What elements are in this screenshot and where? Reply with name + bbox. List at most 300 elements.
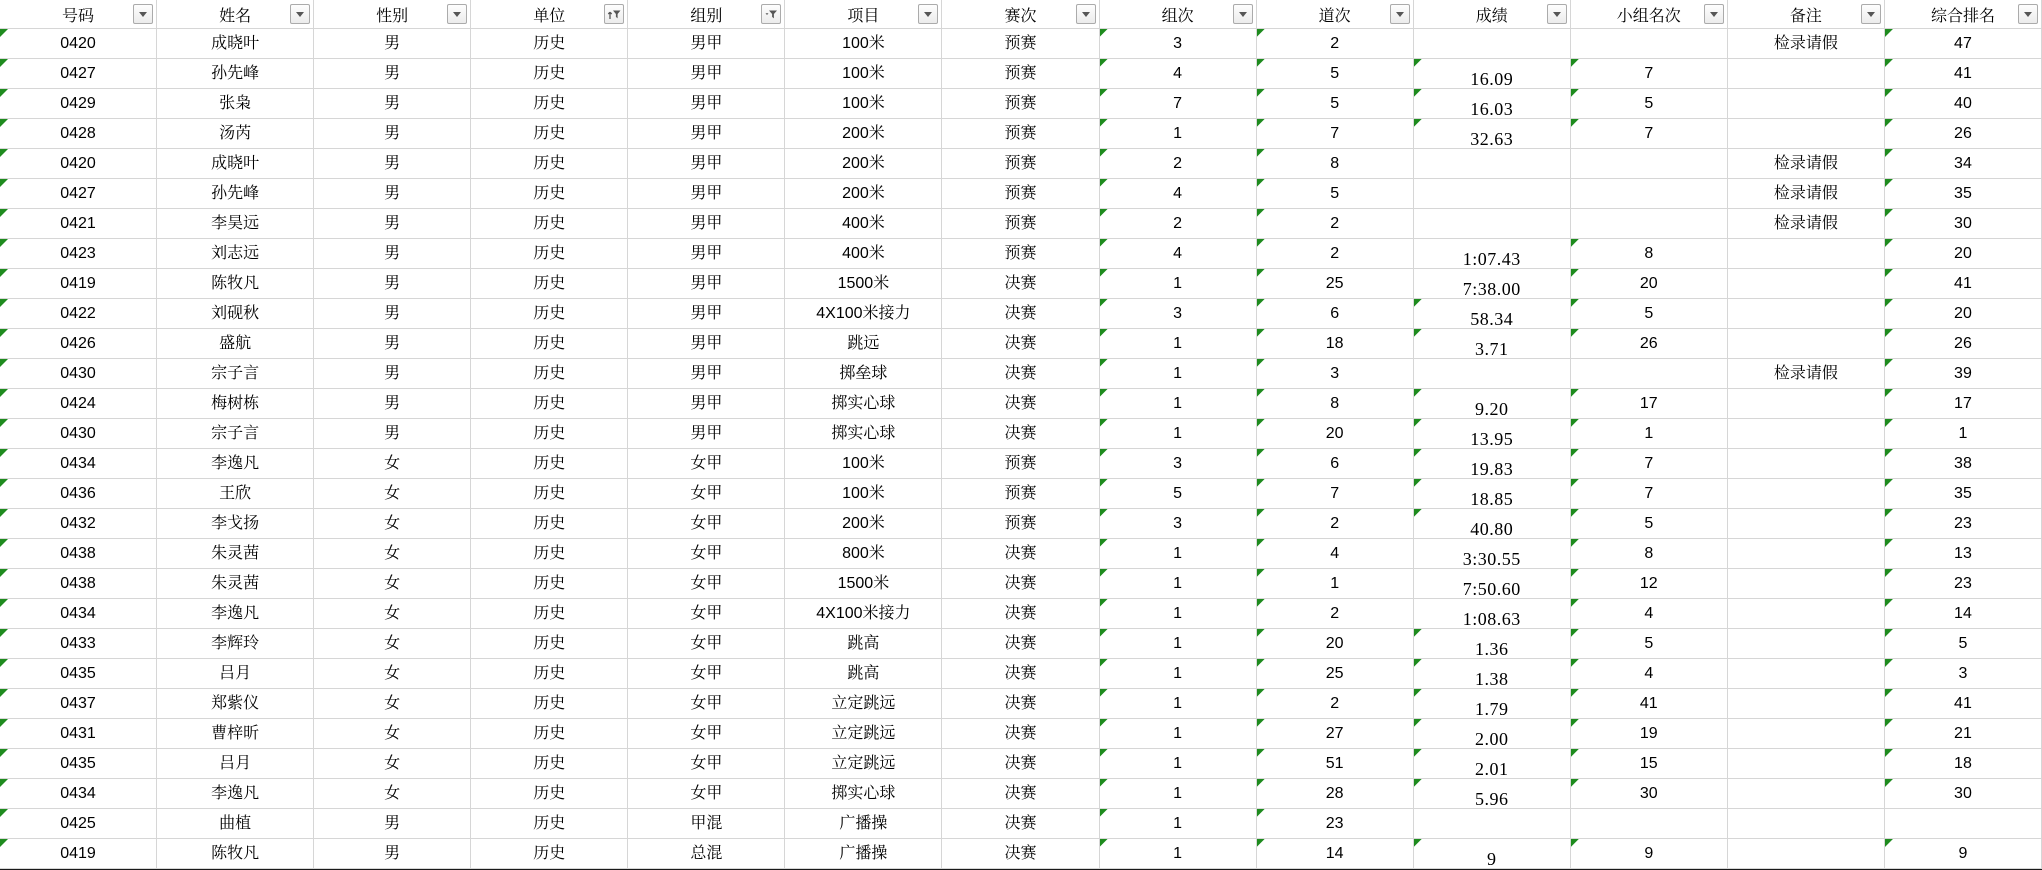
cell-result[interactable] <box>1414 629 1571 659</box>
cell-group-rank[interactable] <box>1571 359 1728 389</box>
cell-event[interactable] <box>785 779 942 809</box>
cell-overall-rank[interactable] <box>1885 269 2042 299</box>
cell-round[interactable] <box>942 329 1099 359</box>
cell-round[interactable] <box>942 749 1099 779</box>
cell-group[interactable] <box>628 59 785 89</box>
cell-overall-rank[interactable] <box>1885 389 2042 419</box>
cell-round[interactable] <box>942 149 1099 179</box>
cell-heat[interactable] <box>1100 839 1257 869</box>
cell-name[interactable] <box>157 539 314 569</box>
cell-name[interactable] <box>157 389 314 419</box>
cell-event[interactable] <box>785 449 942 479</box>
cell-unit[interactable] <box>471 569 628 599</box>
cell-remark[interactable] <box>1728 839 1885 869</box>
cell-heat[interactable] <box>1100 419 1257 449</box>
cell-gender[interactable] <box>314 539 471 569</box>
cell-overall-rank[interactable] <box>1885 749 2042 779</box>
cell-code[interactable] <box>0 179 157 209</box>
cell-code[interactable] <box>0 749 157 779</box>
cell-name[interactable] <box>157 629 314 659</box>
cell-heat[interactable] <box>1100 449 1257 479</box>
cell-remark[interactable] <box>1728 539 1885 569</box>
cell-remark[interactable] <box>1728 179 1885 209</box>
cell-event[interactable] <box>785 479 942 509</box>
cell-unit[interactable] <box>471 419 628 449</box>
cell-code[interactable] <box>0 449 157 479</box>
cell-event[interactable] <box>785 719 942 749</box>
cell-overall-rank[interactable] <box>1885 119 2042 149</box>
cell-result[interactable] <box>1414 389 1571 419</box>
cell-overall-rank[interactable] <box>1885 809 2042 839</box>
cell-lane[interactable] <box>1257 659 1414 689</box>
cell-remark[interactable] <box>1728 659 1885 689</box>
cell-lane[interactable] <box>1257 809 1414 839</box>
cell-group[interactable] <box>628 149 785 179</box>
cell-unit[interactable] <box>471 479 628 509</box>
cell-code[interactable] <box>0 389 157 419</box>
cell-unit[interactable] <box>471 179 628 209</box>
cell-unit[interactable] <box>471 839 628 869</box>
cell-remark[interactable] <box>1728 149 1885 179</box>
cell-lane[interactable] <box>1257 689 1414 719</box>
cell-overall-rank[interactable] <box>1885 29 2042 59</box>
cell-event[interactable] <box>785 209 942 239</box>
cell-code[interactable] <box>0 629 157 659</box>
cell-lane[interactable] <box>1257 629 1414 659</box>
cell-gender[interactable] <box>314 209 471 239</box>
cell-group[interactable] <box>628 749 785 779</box>
cell-round[interactable] <box>942 689 1099 719</box>
cell-heat[interactable] <box>1100 509 1257 539</box>
cell-name[interactable] <box>157 179 314 209</box>
cell-round[interactable] <box>942 419 1099 449</box>
cell-event[interactable] <box>785 419 942 449</box>
cell-unit[interactable] <box>471 209 628 239</box>
cell-unit[interactable] <box>471 509 628 539</box>
cell-unit[interactable] <box>471 59 628 89</box>
cell-overall-rank[interactable] <box>1885 59 2042 89</box>
cell-event[interactable] <box>785 599 942 629</box>
cell-name[interactable] <box>157 59 314 89</box>
cell-lane[interactable] <box>1257 269 1414 299</box>
cell-group-rank[interactable] <box>1571 719 1728 749</box>
cell-unit[interactable] <box>471 629 628 659</box>
cell-gender[interactable] <box>314 599 471 629</box>
cell-lane[interactable] <box>1257 779 1414 809</box>
cell-round[interactable] <box>942 629 1099 659</box>
filter-button-result[interactable] <box>1547 4 1567 24</box>
cell-heat[interactable] <box>1100 149 1257 179</box>
cell-name[interactable] <box>157 119 314 149</box>
cell-event[interactable] <box>785 149 942 179</box>
cell-lane[interactable] <box>1257 239 1414 269</box>
cell-group[interactable] <box>628 269 785 299</box>
cell-gender[interactable] <box>314 329 471 359</box>
cell-remark[interactable] <box>1728 89 1885 119</box>
cell-group[interactable] <box>628 209 785 239</box>
cell-result[interactable] <box>1414 599 1571 629</box>
cell-code[interactable] <box>0 839 157 869</box>
cell-result[interactable] <box>1414 479 1571 509</box>
cell-code[interactable] <box>0 59 157 89</box>
cell-group[interactable] <box>628 29 785 59</box>
cell-group[interactable] <box>628 569 785 599</box>
cell-group-rank[interactable] <box>1571 779 1728 809</box>
cell-result[interactable] <box>1414 449 1571 479</box>
cell-group[interactable] <box>628 419 785 449</box>
filter-button-event[interactable] <box>918 4 938 24</box>
cell-heat[interactable] <box>1100 719 1257 749</box>
filter-button-remark[interactable] <box>1861 4 1881 24</box>
cell-overall-rank[interactable] <box>1885 659 2042 689</box>
filter-button-overall-rank[interactable] <box>2018 4 2038 24</box>
cell-unit[interactable] <box>471 659 628 689</box>
cell-gender[interactable] <box>314 839 471 869</box>
cell-event[interactable] <box>785 749 942 779</box>
cell-event[interactable] <box>785 179 942 209</box>
cell-remark[interactable] <box>1728 719 1885 749</box>
cell-heat[interactable] <box>1100 359 1257 389</box>
cell-lane[interactable] <box>1257 719 1414 749</box>
cell-name[interactable] <box>157 239 314 269</box>
cell-event[interactable] <box>785 359 942 389</box>
filter-button-name[interactable] <box>290 4 310 24</box>
cell-remark[interactable] <box>1728 119 1885 149</box>
cell-name[interactable] <box>157 569 314 599</box>
cell-group[interactable] <box>628 659 785 689</box>
cell-remark[interactable] <box>1728 29 1885 59</box>
cell-group[interactable] <box>628 479 785 509</box>
cell-gender[interactable] <box>314 179 471 209</box>
cell-group-rank[interactable] <box>1571 389 1728 419</box>
cell-group-rank[interactable] <box>1571 509 1728 539</box>
cell-round[interactable] <box>942 779 1099 809</box>
cell-heat[interactable] <box>1100 269 1257 299</box>
cell-round[interactable] <box>942 29 1099 59</box>
cell-group[interactable] <box>628 239 785 269</box>
cell-lane[interactable] <box>1257 359 1414 389</box>
cell-gender[interactable] <box>314 659 471 689</box>
cell-result[interactable] <box>1414 839 1571 869</box>
cell-remark[interactable] <box>1728 449 1885 479</box>
cell-remark[interactable] <box>1728 299 1885 329</box>
cell-event[interactable] <box>785 629 942 659</box>
cell-name[interactable] <box>157 89 314 119</box>
cell-group-rank[interactable] <box>1571 659 1728 689</box>
cell-gender[interactable] <box>314 29 471 59</box>
cell-lane[interactable] <box>1257 419 1414 449</box>
cell-overall-rank[interactable] <box>1885 239 2042 269</box>
cell-event[interactable] <box>785 839 942 869</box>
cell-remark[interactable] <box>1728 419 1885 449</box>
cell-heat[interactable] <box>1100 389 1257 419</box>
cell-round[interactable] <box>942 209 1099 239</box>
cell-overall-rank[interactable] <box>1885 599 2042 629</box>
cell-group-rank[interactable] <box>1571 299 1728 329</box>
cell-lane[interactable] <box>1257 329 1414 359</box>
cell-round[interactable] <box>942 809 1099 839</box>
cell-heat[interactable] <box>1100 29 1257 59</box>
cell-event[interactable] <box>785 299 942 329</box>
cell-overall-rank[interactable] <box>1885 689 2042 719</box>
cell-round[interactable] <box>942 719 1099 749</box>
cell-unit[interactable] <box>471 449 628 479</box>
cell-remark[interactable] <box>1728 599 1885 629</box>
cell-group-rank[interactable] <box>1571 209 1728 239</box>
cell-unit[interactable] <box>471 809 628 839</box>
cell-name[interactable] <box>157 659 314 689</box>
cell-result[interactable] <box>1414 269 1571 299</box>
cell-lane[interactable] <box>1257 569 1414 599</box>
filter-button-heat[interactable] <box>1233 4 1253 24</box>
cell-heat[interactable] <box>1100 179 1257 209</box>
cell-remark[interactable] <box>1728 359 1885 389</box>
cell-event[interactable] <box>785 569 942 599</box>
cell-code[interactable] <box>0 569 157 599</box>
cell-result[interactable] <box>1414 719 1571 749</box>
cell-unit[interactable] <box>471 689 628 719</box>
cell-group[interactable] <box>628 89 785 119</box>
cell-name[interactable] <box>157 749 314 779</box>
cell-group-rank[interactable] <box>1571 329 1728 359</box>
cell-heat[interactable] <box>1100 89 1257 119</box>
cell-code[interactable] <box>0 239 157 269</box>
cell-lane[interactable] <box>1257 599 1414 629</box>
cell-group-rank[interactable] <box>1571 239 1728 269</box>
cell-round[interactable] <box>942 389 1099 419</box>
cell-group[interactable] <box>628 329 785 359</box>
cell-name[interactable] <box>157 599 314 629</box>
cell-name[interactable] <box>157 449 314 479</box>
cell-unit[interactable] <box>471 359 628 389</box>
cell-code[interactable] <box>0 809 157 839</box>
cell-group[interactable] <box>628 809 785 839</box>
cell-group[interactable] <box>628 299 785 329</box>
cell-group-rank[interactable] <box>1571 839 1728 869</box>
cell-heat[interactable] <box>1100 299 1257 329</box>
cell-result[interactable] <box>1414 569 1571 599</box>
cell-name[interactable] <box>157 839 314 869</box>
cell-remark[interactable] <box>1728 689 1885 719</box>
cell-overall-rank[interactable] <box>1885 419 2042 449</box>
cell-name[interactable] <box>157 509 314 539</box>
cell-heat[interactable] <box>1100 569 1257 599</box>
cell-gender[interactable] <box>314 449 471 479</box>
cell-heat[interactable] <box>1100 329 1257 359</box>
cell-heat[interactable] <box>1100 209 1257 239</box>
cell-name[interactable] <box>157 479 314 509</box>
cell-group-rank[interactable] <box>1571 479 1728 509</box>
cell-gender[interactable] <box>314 419 471 449</box>
cell-overall-rank[interactable] <box>1885 359 2042 389</box>
cell-remark[interactable] <box>1728 629 1885 659</box>
cell-round[interactable] <box>942 539 1099 569</box>
cell-code[interactable] <box>0 329 157 359</box>
cell-heat[interactable] <box>1100 479 1257 509</box>
cell-overall-rank[interactable] <box>1885 89 2042 119</box>
cell-group[interactable] <box>628 179 785 209</box>
cell-gender[interactable] <box>314 59 471 89</box>
cell-gender[interactable] <box>314 509 471 539</box>
cell-code[interactable] <box>0 599 157 629</box>
cell-unit[interactable] <box>471 719 628 749</box>
cell-lane[interactable] <box>1257 509 1414 539</box>
cell-code[interactable] <box>0 89 157 119</box>
cell-unit[interactable] <box>471 389 628 419</box>
cell-overall-rank[interactable] <box>1885 779 2042 809</box>
cell-round[interactable] <box>942 479 1099 509</box>
cell-name[interactable] <box>157 29 314 59</box>
cell-event[interactable] <box>785 659 942 689</box>
cell-lane[interactable] <box>1257 179 1414 209</box>
cell-result[interactable] <box>1414 689 1571 719</box>
cell-gender[interactable] <box>314 569 471 599</box>
cell-result[interactable] <box>1414 419 1571 449</box>
cell-unit[interactable] <box>471 749 628 779</box>
cell-group[interactable] <box>628 689 785 719</box>
cell-gender[interactable] <box>314 809 471 839</box>
cell-code[interactable] <box>0 209 157 239</box>
cell-code[interactable] <box>0 269 157 299</box>
cell-group[interactable] <box>628 629 785 659</box>
cell-group[interactable] <box>628 539 785 569</box>
cell-lane[interactable] <box>1257 59 1414 89</box>
cell-code[interactable] <box>0 779 157 809</box>
cell-overall-rank[interactable] <box>1885 179 2042 209</box>
cell-heat[interactable] <box>1100 239 1257 269</box>
cell-lane[interactable] <box>1257 839 1414 869</box>
cell-group-rank[interactable] <box>1571 689 1728 719</box>
cell-code[interactable] <box>0 119 157 149</box>
cell-heat[interactable] <box>1100 659 1257 689</box>
cell-name[interactable] <box>157 419 314 449</box>
cell-event[interactable] <box>785 269 942 299</box>
cell-result[interactable] <box>1414 299 1571 329</box>
cell-group-rank[interactable] <box>1571 59 1728 89</box>
cell-remark[interactable] <box>1728 389 1885 419</box>
cell-round[interactable] <box>942 179 1099 209</box>
cell-group[interactable] <box>628 359 785 389</box>
cell-round[interactable] <box>942 449 1099 479</box>
cell-gender[interactable] <box>314 119 471 149</box>
cell-result[interactable] <box>1414 359 1571 389</box>
cell-round[interactable] <box>942 239 1099 269</box>
cell-lane[interactable] <box>1257 479 1414 509</box>
cell-heat[interactable] <box>1100 629 1257 659</box>
cell-gender[interactable] <box>314 689 471 719</box>
cell-name[interactable] <box>157 149 314 179</box>
cell-event[interactable] <box>785 509 942 539</box>
cell-heat[interactable] <box>1100 779 1257 809</box>
cell-group-rank[interactable] <box>1571 119 1728 149</box>
cell-group[interactable] <box>628 599 785 629</box>
cell-group-rank[interactable] <box>1571 89 1728 119</box>
cell-code[interactable] <box>0 539 157 569</box>
cell-name[interactable] <box>157 779 314 809</box>
cell-event[interactable] <box>785 389 942 419</box>
cell-unit[interactable] <box>471 599 628 629</box>
cell-event[interactable] <box>785 239 942 269</box>
cell-code[interactable] <box>0 29 157 59</box>
cell-round[interactable] <box>942 119 1099 149</box>
cell-result[interactable] <box>1414 89 1571 119</box>
cell-name[interactable] <box>157 269 314 299</box>
cell-unit[interactable] <box>471 149 628 179</box>
cell-result[interactable] <box>1414 179 1571 209</box>
cell-group-rank[interactable] <box>1571 449 1728 479</box>
cell-lane[interactable] <box>1257 29 1414 59</box>
cell-lane[interactable] <box>1257 749 1414 779</box>
cell-round[interactable] <box>942 569 1099 599</box>
cell-gender[interactable] <box>314 749 471 779</box>
cell-gender[interactable] <box>314 359 471 389</box>
cell-remark[interactable] <box>1728 509 1885 539</box>
cell-gender[interactable] <box>314 779 471 809</box>
cell-lane[interactable] <box>1257 389 1414 419</box>
cell-group-rank[interactable] <box>1571 629 1728 659</box>
cell-group-rank[interactable] <box>1571 149 1728 179</box>
cell-overall-rank[interactable] <box>1885 299 2042 329</box>
cell-code[interactable] <box>0 299 157 329</box>
cell-overall-rank[interactable] <box>1885 479 2042 509</box>
cell-overall-rank[interactable] <box>1885 509 2042 539</box>
filter-button-group[interactable] <box>761 4 781 24</box>
cell-remark[interactable] <box>1728 569 1885 599</box>
cell-group-rank[interactable] <box>1571 179 1728 209</box>
cell-result[interactable] <box>1414 659 1571 689</box>
cell-gender[interactable] <box>314 629 471 659</box>
cell-group-rank[interactable] <box>1571 809 1728 839</box>
cell-lane[interactable] <box>1257 89 1414 119</box>
cell-round[interactable] <box>942 269 1099 299</box>
cell-event[interactable] <box>785 29 942 59</box>
cell-code[interactable] <box>0 719 157 749</box>
cell-event[interactable] <box>785 329 942 359</box>
cell-name[interactable] <box>157 689 314 719</box>
cell-result[interactable] <box>1414 539 1571 569</box>
cell-lane[interactable] <box>1257 119 1414 149</box>
cell-heat[interactable] <box>1100 809 1257 839</box>
cell-heat[interactable] <box>1100 689 1257 719</box>
cell-unit[interactable] <box>471 299 628 329</box>
cell-round[interactable] <box>942 509 1099 539</box>
cell-result[interactable] <box>1414 59 1571 89</box>
cell-round[interactable] <box>942 89 1099 119</box>
cell-overall-rank[interactable] <box>1885 209 2042 239</box>
cell-remark[interactable] <box>1728 239 1885 269</box>
cell-result[interactable] <box>1414 209 1571 239</box>
cell-gender[interactable] <box>314 299 471 329</box>
cell-result[interactable] <box>1414 509 1571 539</box>
cell-unit[interactable] <box>471 29 628 59</box>
cell-group[interactable] <box>628 119 785 149</box>
cell-gender[interactable] <box>314 269 471 299</box>
cell-group-rank[interactable] <box>1571 599 1728 629</box>
cell-round[interactable] <box>942 599 1099 629</box>
cell-group[interactable] <box>628 779 785 809</box>
cell-lane[interactable] <box>1257 209 1414 239</box>
cell-round[interactable] <box>942 659 1099 689</box>
cell-event[interactable] <box>785 89 942 119</box>
cell-group-rank[interactable] <box>1571 539 1728 569</box>
cell-unit[interactable] <box>471 89 628 119</box>
cell-gender[interactable] <box>314 719 471 749</box>
cell-group[interactable] <box>628 719 785 749</box>
cell-heat[interactable] <box>1100 59 1257 89</box>
cell-group-rank[interactable] <box>1571 419 1728 449</box>
cell-overall-rank[interactable] <box>1885 149 2042 179</box>
cell-code[interactable] <box>0 659 157 689</box>
